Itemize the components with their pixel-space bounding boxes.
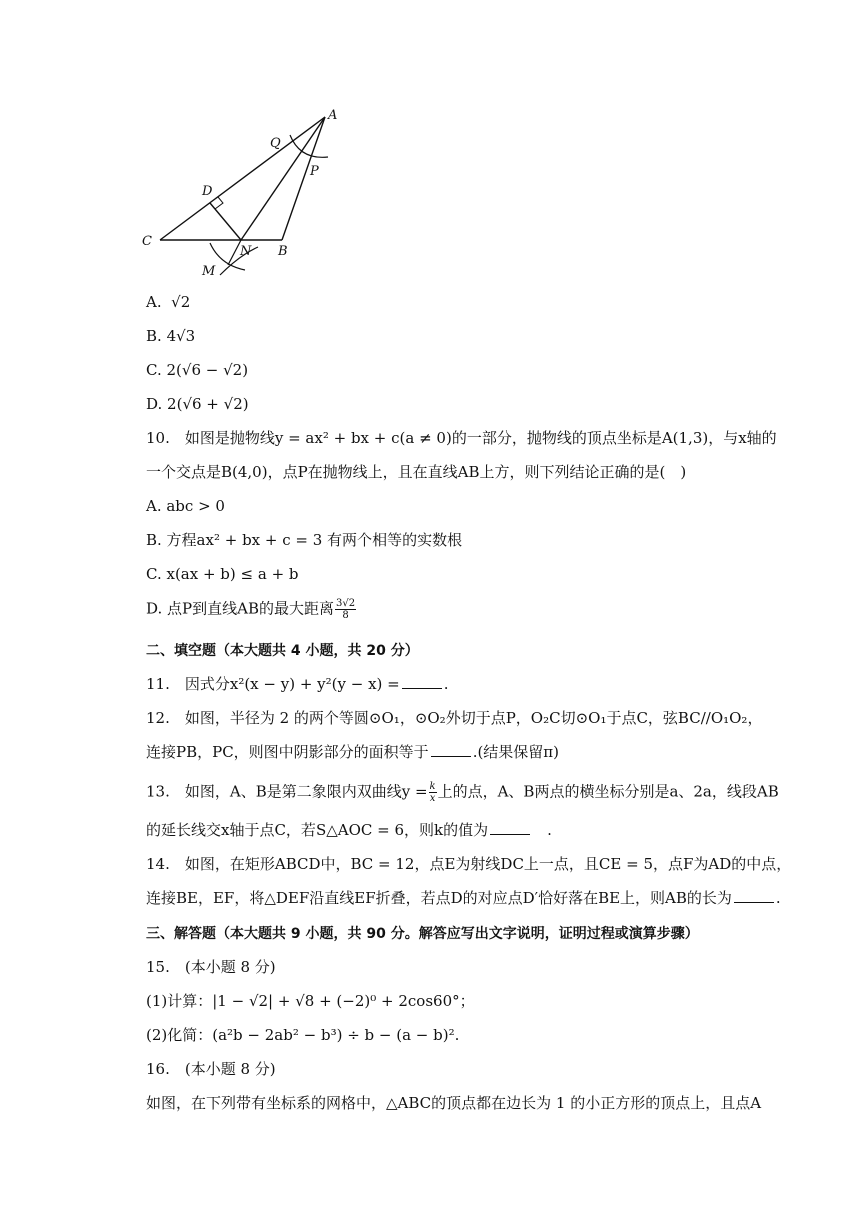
- label-q: Q: [270, 136, 281, 151]
- segment-dn: [210, 203, 241, 240]
- q10-option-b: B. 方程ax² + bx + c = 3 有两个相等的实数根: [146, 531, 463, 549]
- q9-option-b: B. 4√3: [146, 327, 196, 345]
- label-b: B: [278, 244, 288, 259]
- q10-stem-line2: 一个交点是B(4,0)，点P在抛物线上，且在直线AB上方，则下列结论正确的是( ): [146, 463, 687, 481]
- q10-d-fraction: $\frac{3√2}{8}$: [335, 598, 356, 621]
- q11-answer-blank[interactable]: [402, 674, 442, 689]
- q13-line2: 的延长线交x轴于点C，若S△AOC = 6，则k的值为 .: [146, 821, 552, 839]
- q13-fraction: $\frac{k}{x}$: [429, 781, 436, 804]
- q10-option-a: A. abc > 0: [146, 497, 225, 515]
- q16-heading: 16. (本小题 8 分): [146, 1060, 276, 1078]
- q11: 11. 因式分x²(x − y) + y²(y − x) = .: [146, 675, 449, 693]
- q12-line2: 连接PB，PC，则图中阴影部分的面积等于 .(结果保留π): [146, 743, 560, 761]
- q10-stem-line1: 10. 如图是抛物线y = ax² + bx + c(a ≠ 0)的一部分，抛物线的顶点坐标是A(1,3)，与x轴的: [146, 429, 777, 447]
- q13-line1: 13. 如图，A、B是第二象限内双曲线y = $\frac{k}{x}$ 上的点，A、B两点的横坐标分别是a、2a，线段AB: [146, 781, 779, 804]
- segment-ca: [160, 117, 325, 240]
- q9-option-a: A. √2: [146, 293, 191, 311]
- q10-option-c: C. x(ax + b) ≤ a + b: [146, 565, 299, 583]
- label-a: A: [328, 108, 338, 123]
- section-2-heading: 二、填空题（本大题共 4 小题，共 20 分）: [146, 643, 419, 659]
- section-3-heading: 三、解答题（本大题共 9 小题，共 90 分。解答应写出文字说明，证明过程或演算步骤）: [146, 926, 699, 942]
- q9-option-d: D. 2(√6 + √2): [146, 395, 249, 413]
- label-n: N: [240, 244, 252, 259]
- q14-line1: 14. 如图，在矩形ABCD中，BC = 12，点E为射线DC上一点，且CE = 5，点F为AD的中点，: [146, 855, 792, 873]
- label-m: M: [202, 264, 216, 279]
- q15-part2: (2)化简：(a²b − 2ab² − b³) ÷ b − (a − b)².: [146, 1026, 460, 1044]
- q15-part1: (1)计算：|1 − √2| + √8 + (−2)⁰ + 2cos60°；: [146, 992, 475, 1010]
- q12-line1: 12. 如图，半径为 2 的两个等圆⊙O₁，⊙O₂外切于点P，O₂C切⊙O₁于点C，弦BC//O₁O₂，: [146, 709, 763, 727]
- q13-answer-blank[interactable]: [490, 820, 530, 835]
- geometry-figure: [140, 105, 360, 285]
- arc-m2: [220, 247, 258, 275]
- label-d: D: [202, 184, 213, 199]
- q12-answer-blank[interactable]: [431, 742, 471, 757]
- q14-answer-blank[interactable]: [734, 888, 774, 903]
- q10-option-d: D. 点P到直线AB的最大距离 $\frac{3√2}{8}$: [146, 598, 356, 621]
- q14-line2: 连接BE，EF，将△DEF沿直线EF折叠，若点D的对应点D′恰好落在BE上，则AB的长为 .: [146, 889, 781, 907]
- q16-text: 如图，在下列带有坐标系的网格中，△ABC的顶点都在边长为 1 的小正方形的顶点上，且点A: [146, 1094, 762, 1112]
- label-c: C: [142, 234, 152, 249]
- q9-option-c: C. 2(√6 − √2): [146, 361, 249, 379]
- q15-heading: 15. (本小题 8 分): [146, 958, 276, 976]
- label-p: P: [310, 164, 319, 179]
